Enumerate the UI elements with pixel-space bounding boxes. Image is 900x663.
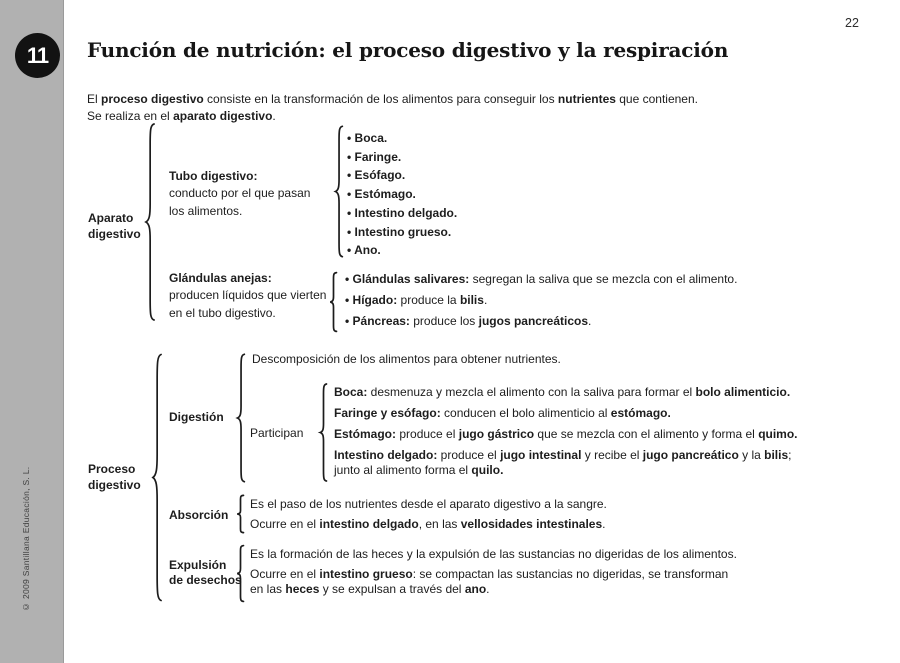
digestion-label: Digestión [169,410,224,424]
expulsion-label: Expulsión de desechos [169,558,242,587]
aparato-digestivo-label: Aparato digestivo [88,211,141,241]
page-title: Función de nutrición: el proceso digestivo y la respiración [87,38,729,62]
tubo-digestivo-desc: Tubo digestivo: conducto por el que pasan los alimentos. [169,169,311,218]
list-item: • Estómago. [347,185,457,204]
glandulas-title: Glándulas anejas: [169,271,272,285]
aparato-brace [143,122,156,322]
list-item: • Glándulas salivares: segregan la saliva que se mezcla con el alimento. [345,272,737,286]
absorcion-label: Absorción [169,508,229,522]
participan-brace [318,383,328,482]
sidebar-strip [0,0,64,663]
expulsion-list [250,547,737,602]
absorcion-brace [235,495,245,533]
tubo-items-brace [333,125,344,258]
expulsion-brace [235,545,245,602]
proceso-brace [150,352,163,603]
unit-number-badge [15,33,60,78]
list-item: Ocurre en el intestino grueso: se compactan las sustancias no digeridas, se transforman en las heces y se expulsan a través del ano. [250,567,729,596]
absorcion-list [250,497,607,537]
list-item: Estómago: produce el jugo gástrico que se mezcla con el alimento y forma el quimo. [334,427,798,441]
list-item: • Esófago. [347,166,457,185]
list-item: • Intestino grueso. [347,223,457,242]
list-item: Es el paso de los nutrientes desde el aparato digestivo a la sangre. [250,497,607,511]
tubo-digestivo-title: Tubo digestivo: [169,169,258,183]
list-item: • Ano. [347,241,457,260]
participan-list [334,385,798,484]
page-number: 22 [845,16,859,30]
glandulas-list [345,272,737,335]
list-item: • Intestino delgado. [347,204,457,223]
list-item: • Hígado: produce la bilis. [345,293,737,307]
digestion-brace [235,353,246,483]
list-item: Es la formación de las heces y la expulsión de las sustancias no digeridas de los alimentos. [250,547,737,561]
intro-line-1: El proceso digestivo consiste en la transformación de los alimentos para conseguir los nutrientes que contienen. [87,92,698,106]
list-item: • Boca. [347,129,457,148]
list-item: • Faringe. [347,148,457,167]
glandulas-desc: Glándulas anejas: producen líquidos que vierten en el tubo digestivo. [169,271,327,320]
intro-paragraph [87,91,698,125]
unit-number: 11 [26,42,49,68]
list-item: Faringe y esófago: conducen el bolo alimenticio al estómago. [334,406,671,420]
glandulas-brace [328,272,338,332]
intro-line-2: Se realiza en el aparato digestivo. [87,109,276,123]
proceso-digestivo-label: Proceso digestivo [88,462,141,492]
digestion-desc: Descomposición de los alimentos para obtener nutrientes. [252,352,561,366]
list-item: Intestino delgado: produce el jugo intestinal y recibe el jugo pancreático y la bilis; junto al alimento forma el quilo. [334,448,792,477]
list-item: • Páncreas: produce los jugos pancreáticos. [345,314,737,328]
list-item: Ocurre en el intestino delgado, en las vellosidades intestinales. [250,517,606,531]
participan-label: Participan [250,426,304,440]
list-item: Boca: desmenuza y mezcla el alimento con la saliva para formar el bolo alimenticio. [334,385,791,399]
tubo-organ-list [347,129,457,260]
copyright-text: © 2009 Santillana Educación, S. L. [21,466,31,612]
